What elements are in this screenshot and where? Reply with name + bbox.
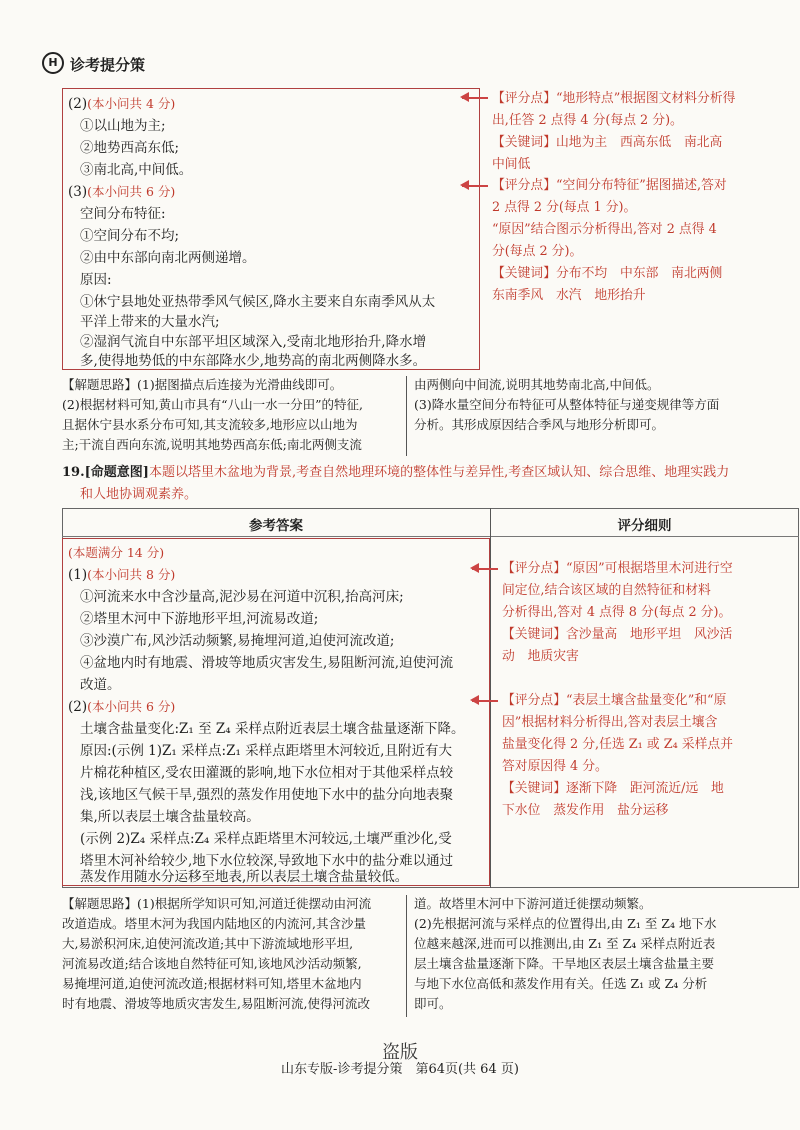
table-header-divider — [62, 536, 799, 537]
q18-part3-score: (本小问共 6 分) — [87, 184, 176, 199]
analysis-line: 【解题思路】(1)根据所学知识可知,河道迁徙摆动由河流 — [62, 896, 372, 911]
eval-line: 【评分点】“空间分布特征”据图描述,答对 — [492, 178, 727, 193]
q18-eval2 — [492, 175, 727, 307]
analysis-line: (3)降水量空间分布特征可从整体特征与递变规律等方面 — [414, 397, 720, 412]
eval-line: 下水位 蒸发作用 盐分运移 — [502, 803, 669, 818]
q18-part2-label: (2) — [68, 96, 88, 112]
analysis-line: 时有地震、滑坡等地质灾害发生,易阻断河流,使得河流改 — [62, 996, 370, 1011]
q19-part2-line: 塔里木河补给较少,地下水位较深,导致地下水中的盐分难以通过 — [80, 853, 454, 869]
analysis-line: 改道造成。塔里木河为我国内陆地区的内流河,其含沙量 — [62, 916, 366, 931]
q19-part2-line: 蒸发作用随水分运移至地表,所以表层土壤含盐量较低。 — [80, 869, 409, 885]
q19-part1-label: (1) — [68, 567, 88, 583]
q19-analysis-left — [62, 894, 371, 1014]
analysis-line: 河流易改道;结合该地自然特征可知,该地风沙活动频繁, — [62, 956, 362, 971]
q19-part2-label: (2) — [68, 699, 88, 715]
q19-intent-label: [命题意图] — [84, 465, 149, 480]
q19-part2-score: (本小问共 6 分) — [87, 699, 176, 714]
q18-part3-line: ②湿润气流自中东部平坦区域深入,受南北地形抬升,降水增 — [80, 334, 427, 350]
eval-line: 分(每点 2 分)。 — [492, 244, 583, 259]
q18-analysis-right — [414, 375, 719, 435]
analysis-line: 大,易淤积河床,迫使河流改道;其中下游流域地形平坦, — [62, 936, 354, 951]
q18-part2-heading — [68, 93, 175, 115]
analysis-line: 由两侧向中间流,说明其地势南北高,中间低。 — [414, 377, 660, 392]
table-header-grading: 评分细则 — [617, 518, 672, 534]
q19-intent-line-2: 和人地协调观素养。 — [80, 487, 198, 502]
eval-line: 2 点得 2 分(每点 1 分)。 — [492, 200, 637, 215]
q18-analysis-left — [62, 375, 363, 455]
q18-part3-line: ①空间分布不均; — [80, 228, 180, 244]
analysis-line: 与地下水位高低和蒸发作用有关。任选 Z₁ 或 Z₄ 分析 — [414, 976, 708, 991]
analysis-line: 分析。其形成原因结合季风与地形分析即可。 — [414, 417, 665, 432]
q18-part3-label: (3) — [68, 184, 88, 200]
header-title: 诊考提分策 — [70, 56, 146, 74]
q18-part2-answer-2: ②地势西高东低; — [80, 140, 180, 156]
q19-total-score: (本题满分 14 分) — [68, 545, 165, 560]
analysis-line: 道。故塔里木河中下游河道迁徙摆动频繁。 — [414, 896, 652, 911]
q19-part1-line: ③沙漠广布,风沙活动频繁,易掩埋河道,迫使河流改道; — [80, 633, 395, 649]
brand-logo-icon: H — [42, 52, 64, 74]
eval-line: 答对原因得 4 分。 — [502, 759, 608, 774]
analysis-line: (2)先根据河流与采样点的位置得出,由 Z₁ 至 Z₄ 地下水 — [414, 916, 717, 931]
eval-line: 【评分点】“表层土壤含盐量变化”和“原 — [502, 693, 727, 708]
eval-line: 【评分点】“地形特点”根据图文材料分析得 — [492, 91, 736, 106]
analysis-line: 且据休宁县水系分布可知,其支流较多,地形应以山地为 — [62, 417, 358, 432]
q19-part2-line: (示例 2)Z₄ 采样点:Z₄ 采样点距塔里木河较远,土壤严重沙化,受 — [80, 831, 452, 847]
watermark: 盗版 — [382, 1042, 418, 1063]
analysis-line: 【解题思路】(1)据图描点后连接为光滑曲线即可。 — [62, 377, 343, 392]
q19-eval1-arrow — [472, 568, 498, 570]
q19-part1-score: (本小问共 8 分) — [87, 567, 176, 582]
eval-line: 【评分点】“原因”可根据塔里木河进行空 — [502, 561, 733, 576]
q18-part3-heading — [68, 181, 175, 203]
q18-part3-line: 平洋上带来的大量水汽; — [80, 314, 220, 330]
q19-part1-line: ④盆地内时有地震、滑坡等地质灾害发生,易阻断河流,迫使河流 — [80, 655, 454, 671]
q19-analysis-right — [414, 894, 716, 1014]
q18-part2-answer-1: ①以山地为主; — [80, 118, 166, 134]
analysis-divider — [406, 895, 407, 1017]
q18-part3-line: ②由中东部向南北两侧递增。 — [80, 250, 256, 266]
eval-line: 【关键词】山地为主 西高东低 南北高 — [492, 135, 723, 150]
q19-part1-heading — [68, 564, 175, 586]
q19-part2-line: 土壤含盐量变化:Z₁ 至 Z₄ 采样点附近表层土壤含盐量逐渐下降。 — [80, 721, 465, 737]
eval-line: 【关键词】逐渐下降 距河流近/远 地 — [502, 781, 724, 796]
eval-line: 分析得出,答对 4 点得 8 分(每点 2 分)。 — [502, 605, 732, 620]
eval-line: 【关键词】含沙量高 地形平坦 风沙活 — [502, 627, 733, 642]
q19-eval2 — [502, 690, 733, 822]
q18-eval1-arrow — [462, 97, 488, 99]
eval-line: 【关键词】分布不均 中东部 南北两侧 — [492, 266, 723, 281]
q19-intent-line-1 — [62, 462, 729, 484]
analysis-divider — [406, 376, 407, 456]
q19-part1-line: ①河流来水中含沙量高,泥沙易在河道中沉积,抬高河床; — [80, 589, 404, 605]
table-header-answer: 参考答案 — [249, 518, 303, 534]
q18-part3-line: 原因: — [80, 272, 112, 288]
q19-eval1 — [502, 558, 733, 668]
analysis-line: (2)根据材料可知,黄山市具有“八山一水一分田”的特征, — [62, 397, 363, 412]
eval-line: 动 地质灾害 — [502, 649, 579, 664]
q18-part2-answer-3: ③南北高,中间低。 — [80, 162, 193, 178]
q18-part3-line: 多,使得地势低的中东部降水少,地势高的南北两侧降水多。 — [80, 353, 427, 369]
eval-line: 因”根据材料分析得出,答对表层土壤含 — [502, 715, 718, 730]
q18-part2-score: (本小问共 4 分) — [87, 96, 176, 111]
q19-part2-line: 片棉花种植区,受农田灌溉的影响,地下水位相对于其他采样点较 — [80, 765, 454, 781]
page-footer: 山东专版-诊考提分策 第64页(共 64 页) — [281, 1062, 519, 1077]
eval-line: 间定位,结合该区域的自然特征和材料 — [502, 583, 711, 598]
q19-part2-line: 原因:(示例 1)Z₁ 采样点:Z₁ 采样点距塔里木河较近,且附近有大 — [80, 743, 452, 759]
analysis-line: 易掩埋河道,迫使河流改道;根据材料可知,塔里木盆地内 — [62, 976, 362, 991]
q19-part2-line: 浅,该地区气候干旱,强烈的蒸发作用使地下水中的盐分向地表聚 — [80, 787, 454, 803]
eval-line: 东南季风 水汽 地形抬升 — [492, 288, 646, 303]
q19-eval2-arrow — [472, 700, 498, 702]
q18-part3-line: 空间分布特征: — [80, 206, 166, 222]
q19-part1-line: ②塔里木河中下游地形平坦,河流易改道; — [80, 611, 319, 627]
eval-line: 盐量变化得 2 分,任选 Z₁ 或 Z₄ 采样点并 — [502, 737, 734, 752]
q18-eval1 — [492, 88, 735, 176]
q18-part3-line: ①休宁县地处亚热带季风气候区,降水主要来自东南季风从太 — [80, 294, 436, 310]
analysis-line: 层土壤含盐量逐渐下降。干旱地区表层土壤含盐量主要 — [414, 956, 715, 971]
analysis-line: 主;干流自西向东流,说明其地势西高东低;南北两侧支流 — [62, 437, 362, 452]
q19-part2-heading — [68, 696, 175, 718]
q19-intent-text: 本题以塔里木盆地为背景,考查自然地理环境的整体性与差异性,考查区域认知、综合思维、地理实践力 — [148, 465, 730, 480]
q19-number: 19. — [62, 465, 85, 480]
q18-eval2-arrow — [462, 185, 488, 187]
q19-part1-line: 改道。 — [80, 677, 121, 693]
table-column-divider — [490, 508, 491, 888]
eval-line: 出,任答 2 点得 4 分(每点 2 分)。 — [492, 113, 683, 128]
analysis-line: 位越来越深,进而可以推测出,由 Z₁ 至 Z₄ 采样点附近表 — [414, 936, 716, 951]
eval-line: 中间低 — [492, 157, 531, 172]
eval-line: “原因”结合图示分析得出,答对 2 点得 4 — [492, 222, 717, 237]
q19-part2-line: 集,所以表层土壤含盐量较高。 — [80, 809, 260, 825]
analysis-line: 即可。 — [414, 996, 452, 1011]
